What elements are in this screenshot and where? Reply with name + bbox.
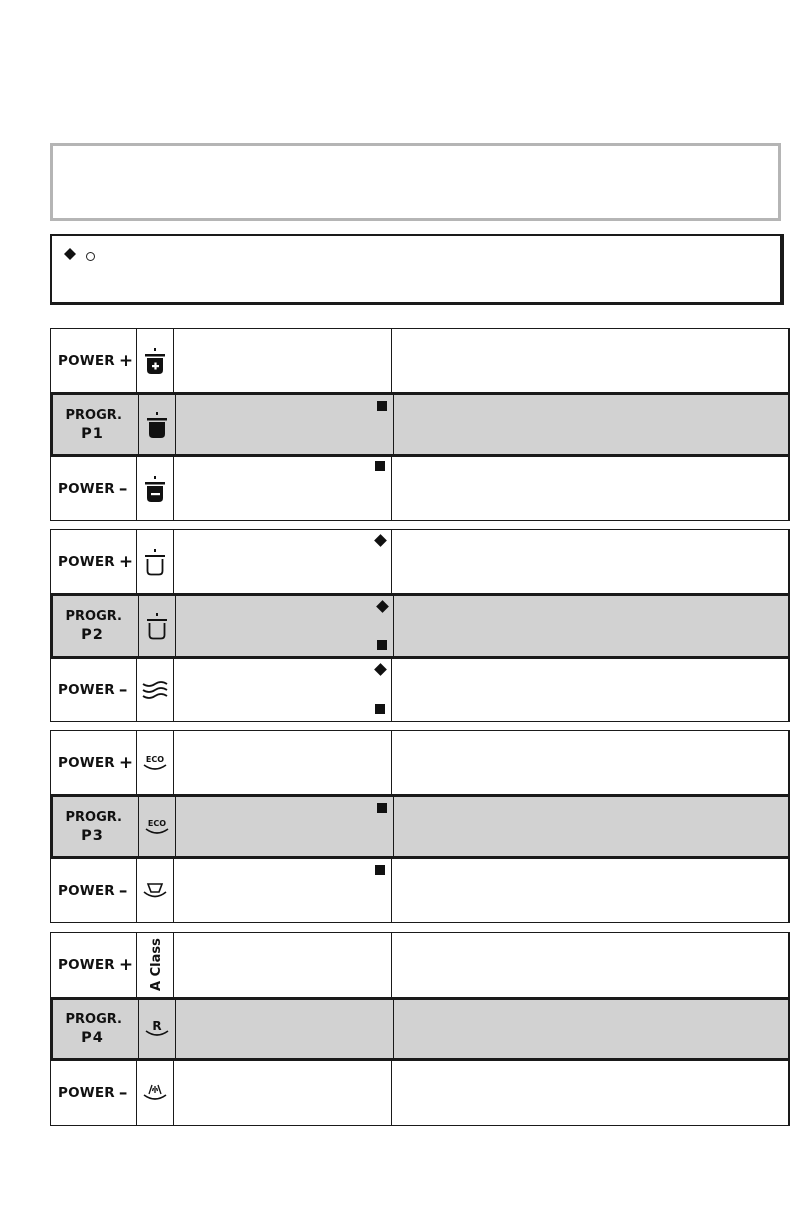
pot-outline-icon	[145, 611, 169, 641]
table-row-program	[50, 392, 789, 457]
table-row-program	[50, 794, 789, 859]
svg-text:A Class: A Class	[149, 938, 164, 991]
note-box	[50, 143, 781, 221]
column-b-cell	[392, 859, 788, 922]
program-table-p2	[50, 529, 790, 722]
column-a-cell	[174, 731, 392, 795]
column-b-cell	[392, 457, 788, 520]
svg-text:ECO: ECO	[147, 818, 166, 828]
column-b-cell	[394, 395, 789, 454]
square-marker	[375, 461, 385, 471]
diamond-marker	[374, 534, 387, 547]
diamond-marker	[376, 600, 389, 613]
column-a-cell	[176, 797, 394, 856]
progr-label: PROGR. P4	[65, 1012, 122, 1046]
column-b-cell	[392, 329, 788, 393]
column-a-cell	[176, 1000, 394, 1058]
power-plus-label: POWER +	[58, 351, 134, 371]
cup-icon	[141, 881, 169, 901]
power-plus-label: POWER +	[58, 753, 134, 773]
table-row-program	[50, 593, 789, 659]
power-minus-label: POWER –	[58, 478, 128, 499]
table-row	[51, 530, 788, 594]
column-b-cell	[394, 1000, 789, 1058]
square-marker	[377, 401, 387, 411]
progr-label: PROGR. P1	[65, 407, 122, 442]
diamond-legend-icon	[63, 247, 77, 261]
pot-outline-icon	[143, 547, 167, 577]
column-a-cell	[174, 659, 392, 721]
svg-text:ECO: ECO	[145, 755, 165, 764]
progr-label: PROGR. P2	[65, 609, 122, 643]
power-minus-label: POWER –	[58, 880, 128, 901]
column-b-cell	[392, 731, 788, 795]
circle-legend-icon	[86, 252, 95, 261]
column-a-cell	[174, 329, 392, 393]
square-marker	[377, 640, 387, 650]
waves-icon	[141, 680, 169, 700]
power-plus-label: POWER +	[58, 552, 134, 572]
power-minus-label: POWER –	[58, 680, 128, 700]
program-table-p3	[50, 730, 790, 923]
table-row-program	[50, 997, 789, 1061]
column-a-cell	[174, 1061, 392, 1125]
column-a-cell	[176, 395, 394, 454]
column-a-cell	[174, 530, 392, 594]
column-a-cell	[176, 596, 394, 656]
power-minus-label: POWER –	[58, 1083, 128, 1103]
column-b-cell	[392, 659, 788, 721]
progr-label: PROGR. P3	[65, 809, 122, 844]
table-row	[51, 1061, 788, 1125]
table-row	[51, 933, 788, 997]
column-b-cell	[392, 933, 788, 997]
square-marker	[377, 803, 387, 813]
column-b-cell	[392, 1061, 788, 1125]
table-row	[51, 731, 788, 795]
glass-icon	[141, 1082, 169, 1104]
column-b-cell	[392, 530, 788, 594]
table-row	[51, 329, 788, 393]
square-marker	[375, 865, 385, 875]
a-class-icon	[144, 937, 166, 993]
pot-filled-icon	[145, 410, 169, 440]
square-marker	[375, 704, 385, 714]
table-row	[51, 859, 788, 922]
power-plus-label: POWER +	[58, 955, 134, 975]
table-row	[51, 457, 788, 520]
program-table-p4	[50, 932, 790, 1126]
svg-text:R: R	[151, 1019, 162, 1033]
column-b-cell	[394, 797, 789, 856]
column-b-cell	[394, 596, 789, 656]
eco-icon	[143, 816, 171, 838]
eco-icon	[141, 752, 169, 774]
pot-minus-filled-icon	[143, 474, 167, 504]
column-a-cell	[174, 859, 392, 922]
column-a-cell	[174, 933, 392, 997]
column-a-cell	[174, 457, 392, 520]
pot-plus-filled-icon	[143, 346, 167, 376]
program-table-p1	[50, 328, 790, 521]
rinse-icon	[143, 1018, 171, 1040]
table-row	[51, 659, 788, 721]
legend-box	[50, 234, 784, 305]
diamond-marker	[374, 663, 387, 676]
